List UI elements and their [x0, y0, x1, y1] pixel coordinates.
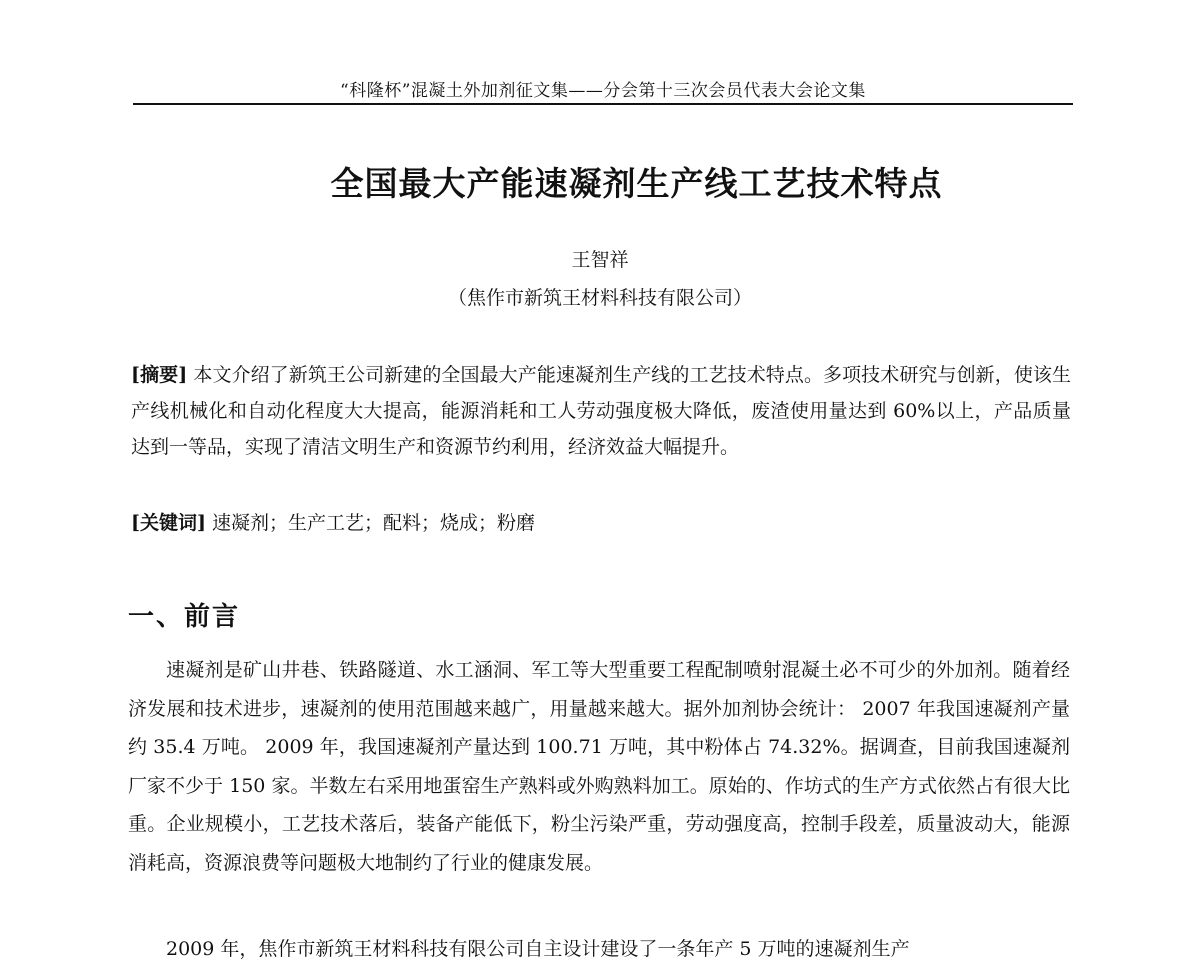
- paper-title: 全国最大产能速凝剂生产线工艺技术特点: [330, 164, 943, 203]
- author-name: 王智祥: [571, 249, 629, 271]
- keywords-text: 速凝剂；生产工艺；配料；烧成；粉磨: [212, 512, 536, 534]
- keywords: [131, 505, 1071, 541]
- abstract-text: 本文介绍了新筑王公司新建的全国最大产能速凝剂生产线的工艺技术特点。多项技术研究与创新，使该生产线机械化和自动化程度大大提高，能源消耗和工人劳动强度极大降低，废渣使用量达到 60%以上，产品质量达到一等品，实现了清洁文明生产和资源节约利用，经济效益大幅提升。: [131, 364, 1071, 458]
- author-affiliation: （焦作市新筑王材料科技有限公司）: [447, 287, 752, 309]
- keywords-label: [关键词]: [131, 512, 206, 534]
- body-paragraph: 2009 年，焦作市新筑王材料科技有限公司自主设计建设了一条年产 5 万吨的速凝剂生产: [166, 938, 910, 960]
- abstract: [131, 357, 1071, 465]
- header-rule: [133, 103, 1073, 105]
- section-heading-preface: 一、前言: [128, 602, 241, 632]
- abstract-label: [摘要]: [131, 364, 188, 386]
- running-header: “科隆杯”混凝土外加剂征文集——分会第十三次会员代表大会论文集: [340, 81, 866, 101]
- body-paragraph: 速凝剂是矿山井巷、铁路隧道、水工涵洞、军工等大型重要工程配制喷射混凝土必不可少的外加剂。随着经济发展和技术进步，速凝剂的使用范围越来越广，用量越来越大。据外加剂协会统计： 2007 年我国速凝剂产量约 35.4 万吨。 2009 年，我国速凝剂产量达到 100.71 万吨，其中粉体占 74.32%。据调查，目前我国速凝剂厂家不少于 150 家。半数左右采用地蛋窑生产熟料或外购熟料加工。原始的、作坊式的生产方式依然占有很大比重。企业规模小，工艺技术落后，装备产能低下，粉尘污染严重，劳动强度高，控制手段差，质量波动大，能源消耗高，资源浪费等问题极大地制约了行业的健康发展。: [128, 659, 1070, 874]
